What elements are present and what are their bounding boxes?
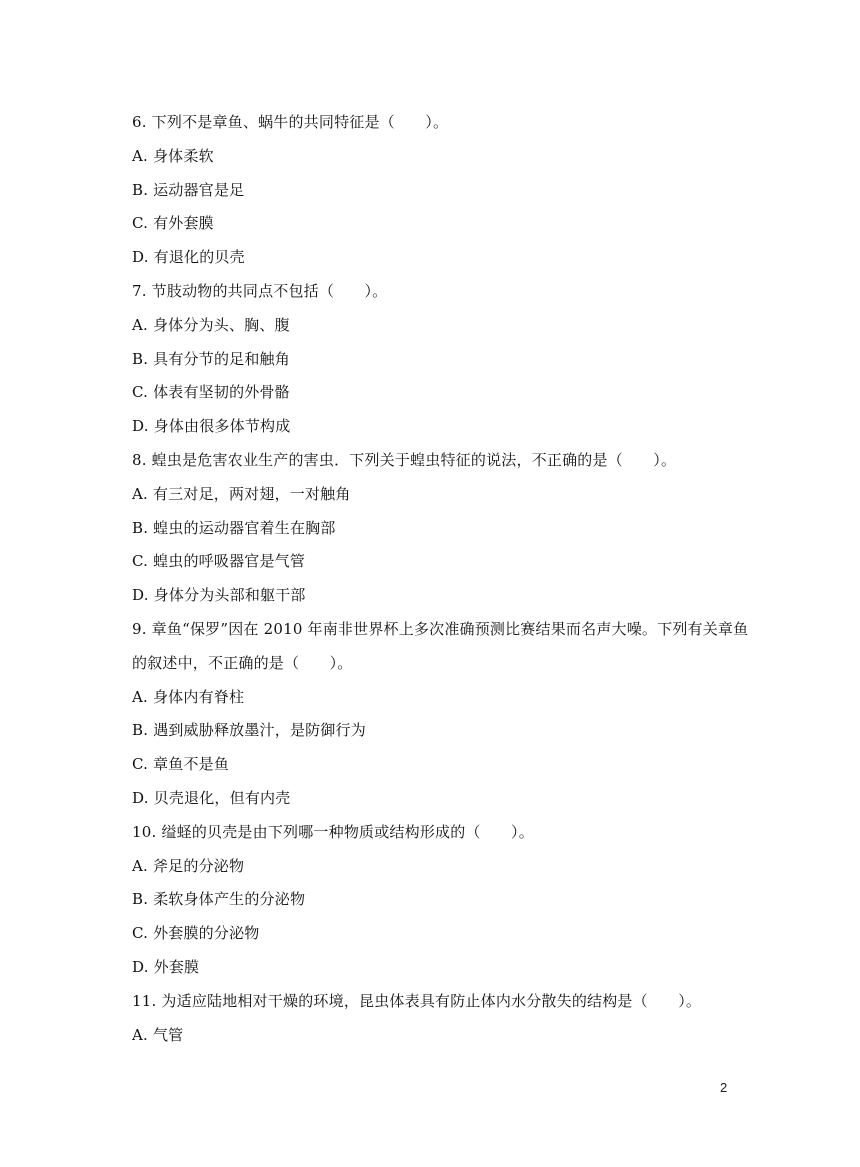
question-9-option-c: C. 章鱼不是鱼 [132,755,230,774]
question-7-option-a: A. 身体分为头、胸、腹 [132,315,290,334]
question-7-stem: 7. 节肢动物的共同点不包括（ ）。 [132,281,388,300]
question-10-option-b: B. 柔软身体产生的分泌物 [132,890,306,909]
question-8-stem: 8. 蝗虫是危害农业生产的害虫．下列关于蝗虫特征的说法，不正确的是（ ）。 [132,450,677,469]
question-9-stem-line-1: 9. 章鱼“保罗”因在 2010 年南非世界杯上多次准确预测比赛结果而名声大噪。下列有关章鱼 [132,619,749,638]
question-9-stem-line-2: 的叙述中，不正确的是（ ）。 [132,653,353,672]
question-8-option-a: A. 有三对足，两对翅，一对触角 [132,484,351,503]
question-9-option-a: A. 身体内有脊柱 [132,687,245,706]
question-6-stem: 6. 下列不是章鱼、蜗牛的共同特征是（ ）。 [132,113,449,131]
question-11-stem: 11. 为适应陆地相对干燥的环境，昆虫体表具有防止体内水分散失的结构是（ ）。 [132,991,702,1010]
question-10-option-d: D. 外套膜 [132,957,200,976]
question-7-option-b: B. 具有分节的足和触角 [132,349,290,368]
question-6-option-a: A. 身体柔软 [132,146,214,165]
page-number: 2 [720,1080,728,1095]
question-10-option-c: C. 外套膜的分泌物 [132,924,260,943]
question-9-option-b: B. 遇到威胁释放墨汁，是防御行为 [132,721,366,740]
question-11-option-a: A. 气管 [132,1025,184,1044]
question-6-option-d: D. 有退化的贝壳 [132,248,245,267]
question-7-option-c: C. 体表有坚韧的外骨骼 [132,383,290,402]
question-8-option-b: B. 蝗虫的运动器官着生在胸部 [132,518,336,537]
question-10-stem: 10. 缢蛏的贝壳是由下列哪一种物质或结构形成的（ ）。 [132,822,534,841]
question-6-option-c: C. 有外套膜 [132,214,214,233]
question-8-option-d: D. 身体分为头部和躯干部 [132,586,306,605]
question-7-option-d: D. 身体由很多体节构成 [132,417,291,436]
question-10-option-a: A. 斧足的分泌物 [132,856,245,875]
question-6-option-b: B. 运动器官是足 [132,180,245,199]
question-8-option-c: C. 蝗虫的呼吸器官是气管 [132,552,306,571]
question-9-option-d: D. 贝壳退化，但有内壳 [132,788,291,807]
document-body [132,106,752,1052]
